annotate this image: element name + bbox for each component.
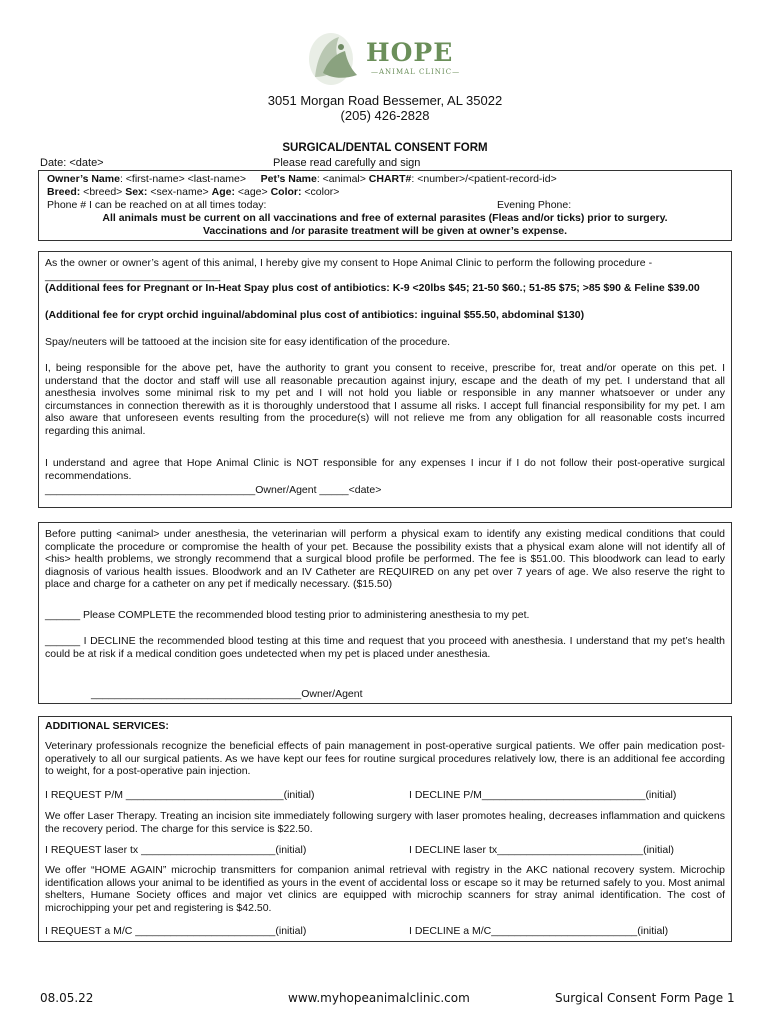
laser-therapy-paragraph: We offer Laser Therapy. Treating an incision site immediately following surgery with laser promotes healing, decreases inflammation and quickens the recovery period. The charge for this service is $22.50. bbox=[45, 810, 725, 835]
procedure-blank: ______________________________ bbox=[45, 270, 221, 282]
microchip-request-option[interactable]: I REQUEST a M/C ________________________(initial) bbox=[45, 925, 307, 937]
evening-phone-line: Evening Phone: bbox=[497, 199, 572, 211]
laser-request-option[interactable]: I REQUEST laser tx _______________________(initial) bbox=[45, 844, 307, 856]
clinic-address: 3051 Morgan Road Bessemer, AL 35022 bbox=[267, 93, 503, 108]
footer-website[interactable]: www.myhopeanimalclinic.com bbox=[288, 991, 470, 1005]
additional-services-heading: ADDITIONAL SERVICES: bbox=[45, 720, 169, 732]
bloodwork-intro: Before putting <animal> under anesthesia, the veterinarian will perform a physical exam to identify any existing medical conditions that could complicate the procedure or compromise the health of your pet. Because the possibility exists that a physical exam alone will not identify all of <his> health problems, we strongly recommend that a surgical blood profile be performed. The fee is $51.00. This bloodwork can lead to early diagnosis of various health issues. Bloodwork and an IV Catheter are REQUIRED on any pet over 7 years of age. We also reserve the right to place and charge for a catheter on any pet if medically necessary. ($15.50) bbox=[45, 528, 725, 591]
additional-services-box bbox=[38, 716, 732, 942]
owner-info-box bbox=[38, 170, 732, 241]
logo-wordmark: HOPE bbox=[366, 38, 454, 67]
pain-management-paragraph: Veterinary professionals recognize the beneficial effects of pain management in post-operative surgical patients. We offer pain medication post-operatively to all our surgical patients. As we have kept our fees for routine surgical procedures relatively low, there is an additional fee according to weight, for a post-operative pain injection. bbox=[45, 740, 725, 778]
bloodwork-box bbox=[38, 522, 732, 704]
microchip-paragraph: We offer “HOME AGAIN” microchip transmitters for companion animal retrieval with registry in the AKC national recovery system. Microchip identification allows your animal to be identified as yours in the event of accidental loss or escape so it may be returned safely to you. Most animal shelters, Humane Society offices and major vet clinics are equipped with microchip scanners for stray animal identification. The cost of microchipping your pet and registering is $42.50. bbox=[45, 864, 725, 914]
pm-request-option[interactable]: I REQUEST P/M ___________________________(initial) bbox=[45, 789, 315, 801]
laser-decline-option[interactable]: I DECLINE laser tx_________________________(initial) bbox=[409, 844, 675, 856]
owner-name-line: Owner’s Name: <first-name> <last-name> Pet’s Name: <animal> CHART#: <number>/<patient-record-id> bbox=[47, 173, 557, 185]
cryptorchid-fees: (Additional fee for crypt orchid inguinal/abdominal plus cost of antibiotics: inguinal $55.50, abdominal $130) bbox=[45, 309, 585, 321]
footer-page-label: Surgical Consent Form Page 1 bbox=[555, 991, 735, 1005]
pm-decline-option[interactable]: I DECLINE P/M____________________________(initial) bbox=[409, 789, 677, 801]
logo-subtitle: —ANIMAL CLINIC— bbox=[371, 68, 461, 76]
pet-details-line: Breed: <breed> Sex: <sex-name> Age: <age> Color: <color> bbox=[47, 186, 340, 198]
spay-fees: (Additional fees for Pregnant or In-Heat Spay plus cost of antibiotics: K-9 <20lbs $45; 21-50 $60.; 51-85 $75; >85 $90 & Feline $39.00 bbox=[45, 282, 700, 294]
bloodwork-complete-option[interactable]: ______ Please COMPLETE the recommended blood testing prior to administering anesthesia to my pet. bbox=[45, 609, 530, 621]
consent-box bbox=[38, 251, 732, 508]
phone-today-line: Phone # I can be reached on at all times today: bbox=[47, 199, 267, 211]
responsibility-paragraph: I, being responsible for the above pet, have the authority to grant you consent to receive, prescribe for, treat and/or operate on this pet. I understand that the doctor and staff will use all reasonable precaution against injury, escape and the death of my pet. I understand that all anesthesia involves some minimal risk to my pet and I will not hold you liable or responsible in any manner whatsoever or under any circumstances in connection therewith as it is thoroughly understood that I assume all risks. I accept full financial responsibility for my pet. I am also aware that unforeseen events resulting from the procedure(s) will not relieve me from any obligation for all reasonable costs incurred regarding this animal. bbox=[45, 362, 725, 437]
bloodwork-decline-option[interactable]: ______ I DECLINE the recommended blood testing at this time and request that you proceed with anesthesia. I understand that my pet’s health could be at risk if a medical condition goes undetected when my pet is placed under anesthesia. bbox=[45, 635, 725, 660]
clinic-phone: (205) 426-2828 bbox=[340, 108, 430, 123]
form-instructions: Please read carefully and sign bbox=[273, 157, 421, 169]
tattoo-note: Spay/neuters will be tattooed at the incision site for easy identification of the procedure. bbox=[45, 336, 451, 348]
consent-intro: As the owner or owner’s agent of this animal, I hereby give my consent to Hope Animal Clinic to perform the following procedure - bbox=[45, 257, 653, 269]
form-date: Date: <date> bbox=[40, 157, 104, 169]
agreement-paragraph: I understand and agree that Hope Animal Clinic is NOT responsible for any expenses I incur if I do not follow their post-operative surgical recommendations. bbox=[45, 457, 725, 482]
form-title: SURGICAL/DENTAL CONSENT FORM bbox=[282, 142, 488, 154]
vaccination-notice: All animals must be current on all vaccinations and free of external parasites (Fleas and/or ticks) prior to surgery. bbox=[102, 212, 668, 224]
footer-date: 08.05.22 bbox=[40, 991, 94, 1005]
owner-signature-line[interactable]: ____________________________________Owner/Agent _____<date> bbox=[45, 484, 382, 496]
parasite-notice: Vaccinations and /or parasite treatment will be given at owner’s expense. bbox=[202, 225, 568, 237]
microchip-decline-option[interactable]: I DECLINE a M/C_________________________(initial) bbox=[409, 925, 669, 937]
bloodwork-signature-line[interactable]: ____________________________________Owner/Agent bbox=[91, 688, 363, 700]
